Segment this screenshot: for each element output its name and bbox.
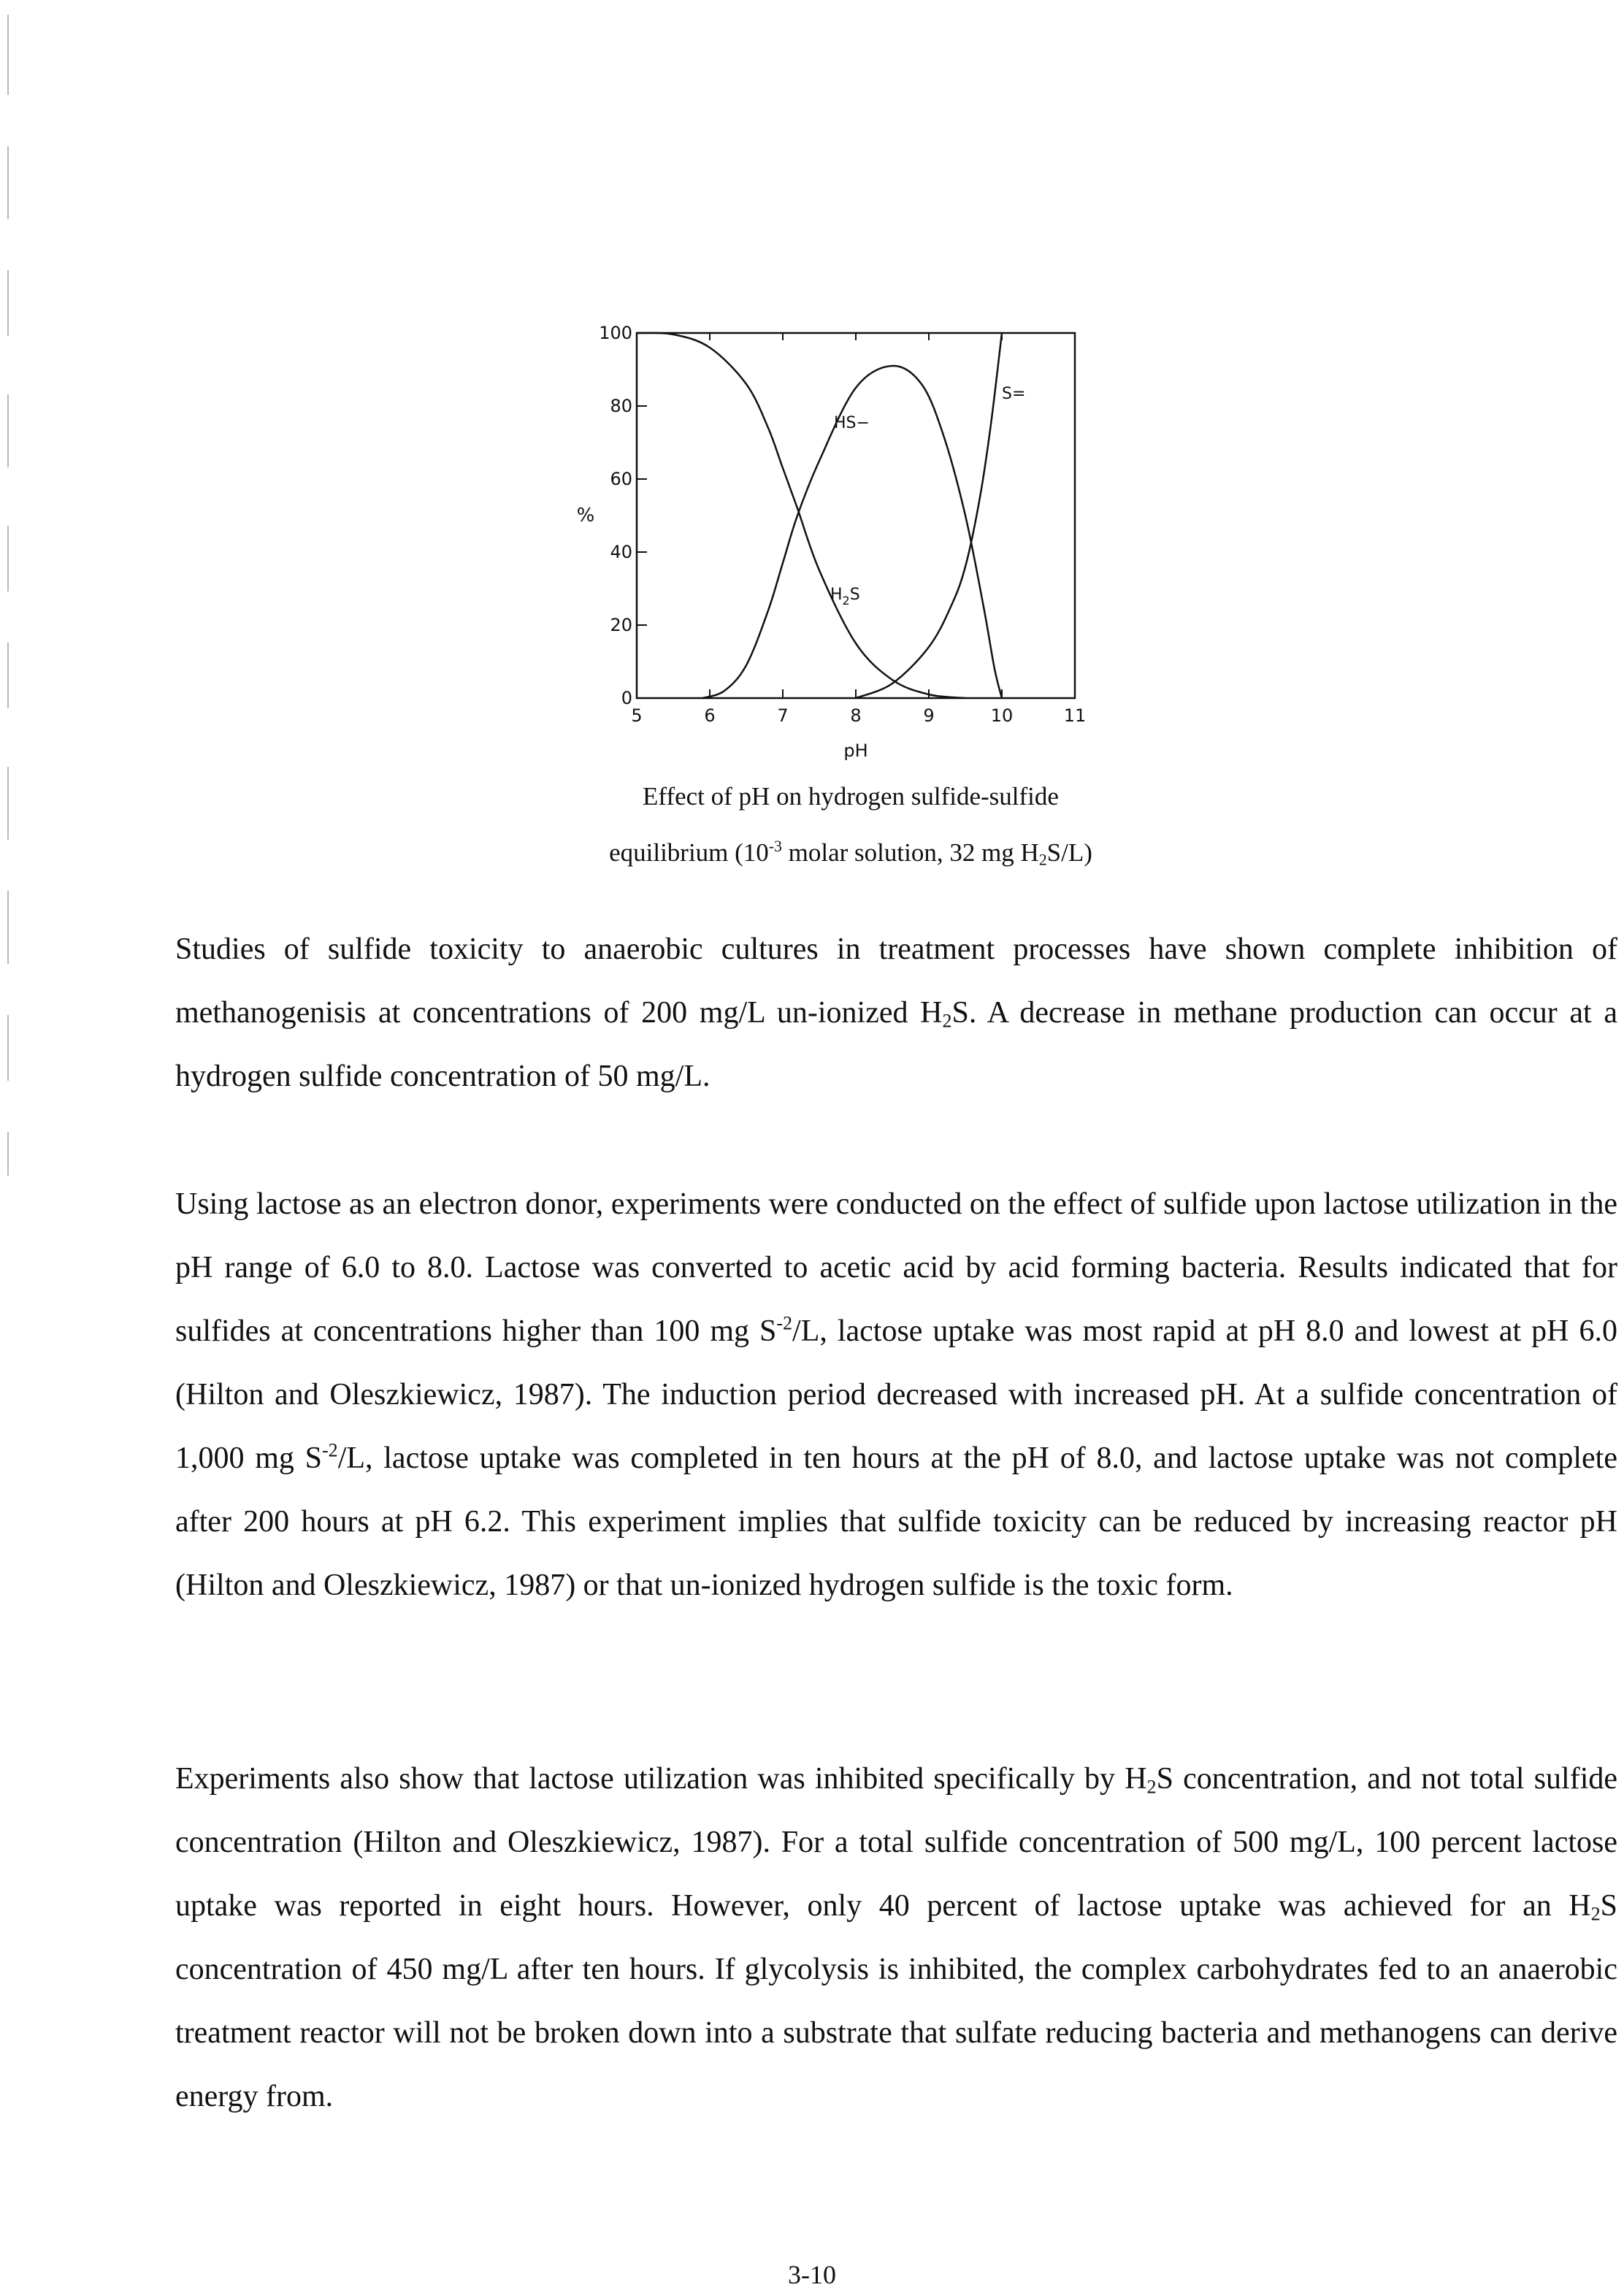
scan-artifact <box>7 767 9 840</box>
subscript: 2 <box>942 1010 952 1032</box>
figure-caption-line-2 <box>438 835 1263 870</box>
scan-artifact <box>7 270 9 336</box>
series-label-h2s: $H_2S$ <box>830 586 860 608</box>
x-tick-label: 11 <box>1063 705 1087 726</box>
y-tick-label: 100 <box>599 323 632 343</box>
y-tick-label: 40 <box>610 542 632 562</box>
paragraph-text: S. A decrease in methane production can occur at a hydrogen sulfide concentration of 50 mg/L. <box>175 996 1617 1093</box>
x-tick-label: 7 <box>777 705 789 726</box>
paragraph-2 <box>175 1173 1617 1617</box>
scan-artifact <box>7 1015 9 1081</box>
caption-subscript: 2 <box>1038 851 1047 869</box>
series-label-hs: HS− <box>834 414 870 432</box>
series-line-h2s <box>637 333 965 698</box>
x-tick-label: 9 <box>923 705 935 726</box>
series-label-h2s-tail: S <box>849 586 860 604</box>
x-tick-label: 5 <box>631 705 643 726</box>
figure-caption-line-1 <box>438 779 1263 814</box>
superscript: -2 <box>776 1312 793 1334</box>
scan-artifact <box>7 394 9 467</box>
paragraph-1 <box>175 918 1617 1108</box>
series-label-s: S= <box>1002 385 1026 403</box>
caption-text: equilibrium (10 <box>609 838 769 867</box>
x-tick-label: 8 <box>850 705 862 726</box>
scan-artifact <box>7 146 9 219</box>
subscript: 2 <box>1146 1776 1157 1798</box>
caption-text: S/L) <box>1046 838 1092 867</box>
y-tick-label: 20 <box>610 615 632 635</box>
x-tick-label: 10 <box>990 705 1014 726</box>
scan-artifact <box>7 643 9 708</box>
y-tick-label: 80 <box>610 396 632 416</box>
paragraph-text: Using lactose as an electron donor, experiments were conducted on the effect of sulfide upon lactose utilization in the pH range of 6.0 to 8.0. Lactose was converted to acetic acid by acid forming bacteria. Results indicated that for sulfides at concentrations higher than 100 mg S <box>175 1187 1617 1348</box>
superscript: -2 <box>322 1439 338 1461</box>
page-number: 3-10 <box>788 2260 836 2289</box>
paragraph-text: /L, lactose uptake was completed in ten hours at the pH of 8.0, and lactose uptake was not complete after 200 hours at pH 6.2. This experiment implies that sulfide toxicity can be reduced by increasing reactor pH (Hilton and Oleszkiewicz, 1987) or that un-ionized hydrogen sulfide is the toxic form. <box>175 1441 1617 1602</box>
caption-text: molar solution, 32 mg H <box>781 838 1039 867</box>
x-axis-label: pH <box>843 740 868 761</box>
x-tick-label: 6 <box>704 705 716 726</box>
chart-ticks <box>599 323 1086 726</box>
subscript: 2 <box>1590 1903 1601 1925</box>
y-axis-label: % <box>576 505 595 526</box>
paragraph-text: S concentration of 450 mg/L after ten hours. If glycolysis is inhibited, the complex carbohydrates fed to an anaerobic treatment reactor will not be broken down into a substrate that sulfate reducing bacteria and methanogens can derive energy from. <box>175 1889 1617 2113</box>
scan-artifact <box>7 1132 9 1176</box>
chart-labels <box>577 385 1026 761</box>
scan-artifact <box>7 526 9 591</box>
y-tick-label: 60 <box>610 469 632 489</box>
paragraph-text: Experiments also show that lactose utilization was inhibited specifically by H <box>175 1762 1147 1796</box>
ph-equilibrium-chart <box>555 307 1110 774</box>
series-label-h2s-subscript: 2 <box>842 594 850 608</box>
chart-series <box>637 333 1002 698</box>
y-tick-label: 0 <box>621 688 632 708</box>
caption-line-1-text: Effect of pH on hydrogen sulfide-sulfide <box>643 782 1059 811</box>
scan-artifact <box>7 15 9 95</box>
scan-artifact <box>7 891 9 964</box>
paragraph-3 <box>175 1747 1617 2129</box>
series-line-s <box>856 333 1002 698</box>
paragraph-text: Studies of sulfide toxicity to anaerobic cultures in treatment processes have shown complete inhibition of methanogenisis at concentrations of 200 mg/L un-ionized H <box>175 933 1617 1030</box>
paragraph-text: S concentration, and not total sulfide concentration (Hilton and Oleszkiewicz, 1987). For a total sulfide concentration of 500 mg/L, 100 percent lactose uptake was reported in eight hours. However, only 40 percent of lactose uptake was achieved for an H <box>175 1762 1618 1923</box>
paragraph-text: /L, lactose uptake was most rapid at pH 8.0 and lowest at pH 6.0 (Hilton and Oleszkiewicz, 1987). The induction period decreased with increased pH. At a sulfide concentration of 1,000 mg S <box>175 1314 1617 1475</box>
caption-superscript: -3 <box>768 837 782 855</box>
